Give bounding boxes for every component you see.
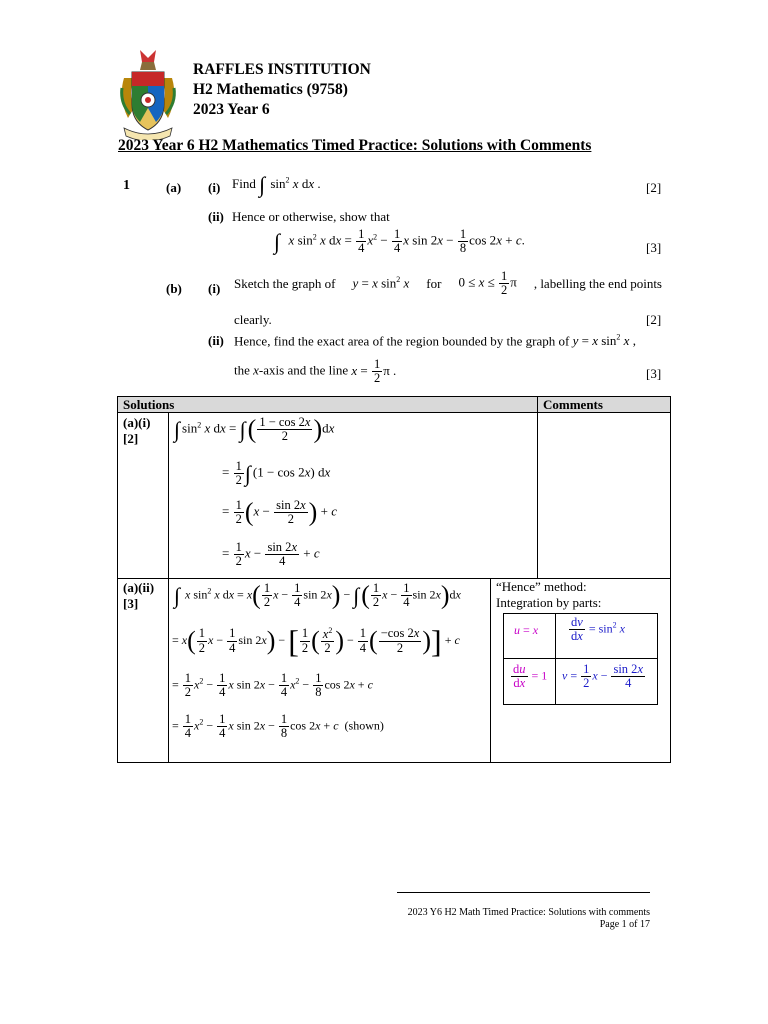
solution-a-ii-step4: = $\frac{1}{4}$ $x^2$ − $\frac{1}{4}$ x sin 2x − $\frac{1}{8}$ cos 2x + c (shown) [172,712,384,741]
part-a-i-integral: ∫ $\sin^2 x$ dx . [259,172,321,197]
part-a-i-text: Find [232,175,256,191]
part-a-ii-label: (ii) [208,209,224,224]
ibp-du: $\frac{du}{dx}$ = 1 [513,662,548,691]
ibp-dv: $\frac{dv}{dx}$ = $\sin^2 x$ [571,615,625,644]
marks-b-ii: [3] [646,366,662,381]
comment-integration-by-parts: Integration by parts: [496,595,602,610]
solution-a-i-step2: = $\frac{1}{2}$ ∫ (1 − cos 2x) dx [222,459,331,488]
part-b-i-label: (i) [208,281,221,296]
ibp-v: v = $\frac{1}{2}$ x − $\frac{\sin 2x}{4}$ [562,662,643,691]
solutions-table [117,396,671,763]
solution-a-i-step3: = $\frac{1}{2}$ (x − $\frac{\sin 2x}{2}$ ) + c [222,497,337,527]
part-b-label: (b) [166,281,182,296]
comment-hence-method: “Hence” method: [496,579,587,594]
part-b-ii-line2: the x-axis and the line x = $\frac{1}{2}$ π . [234,357,397,386]
footer-rule [397,892,650,893]
part-b-i-question: Sketch the graph of y = x $\sin^2 x$ for 0 ≤ x ≤ $\frac{1}{2}$ π , labelling the end points [234,269,662,298]
table-col-solutions: Solutions [123,397,175,412]
part-a-ii-text: Hence or otherwise, show that [232,209,390,224]
year-label: 2023 Year 6 [193,101,270,118]
part-b-ii-label: (ii) [208,333,224,348]
subject-code: H2 Mathematics (9758) [193,81,348,98]
part-b-i-clearly: clearly. [234,312,272,327]
part-a-i-label: (i) [208,180,221,195]
part-a-label: (a) [166,180,182,195]
ibp-table [503,613,658,705]
marks-b-i: [2] [646,312,662,327]
row1-label: (a)(i) [123,415,151,430]
solution-a-i-step1: ∫ $\sin^2 x$ dx = ∫( $\frac{1 - \cos 2x}{2}$ )dx [174,414,335,444]
part-b-ii-line1: Hence, find the exact area of the region bounded by the graph of y = x $\sin^2 x$ , [234,333,636,349]
school-crest-icon [118,48,178,140]
solution-a-ii-step1: ∫ x $\sin^2 x$ dx = x( $\frac{1}{2}$ x − $\frac{1}{4}$ sin 2x) − ∫( $\frac{1}{2}$ x − $\frac{1}{4}$ sin 2x)dx [174,580,461,610]
part-a-i-question [232,174,321,196]
solution-a-ii-step3: = $\frac{1}{2}$ $x^2$ − $\frac{1}{4}$ x sin 2x − $\frac{1}{4}$ $x^2$ − $\frac{1}{8}$ cos 2x + c [172,671,373,700]
question-number: 1 [123,178,130,193]
solution-a-ii-step2: = x( $\frac{1}{2}$ x − $\frac{1}{4}$ sin 2x) − [ $\frac{1}{2}$ ( $\frac{x^2}{2}$ ) − $\frac{1}{4}$ ( $\frac{-\cos 2x}{2}$ )] + c [172,623,460,659]
shown-label: (shown) [344,718,384,733]
footer-page-number: Page 1 of 17 [599,919,650,930]
part-a-ii-equation: ∫ x $\sin^2 x$ dx = $\frac{1}{4}$ $x^2$ − $\frac{1}{4}$ x sin 2x − $\frac{1}{8}$ cos 2x + c. [274,227,525,256]
row1-marks: [2] [123,431,139,446]
page-title: 2023 Year 6 H2 Mathematics Timed Practice: Solutions with Comments [118,137,592,154]
solution-a-i-step4: = $\frac{1}{2}$ x − $\frac{\sin 2x}{4}$ + c [222,540,320,569]
marks-a-i: [2] [646,180,662,195]
row2-label: (a)(ii) [123,580,155,595]
footer-doc-title: 2023 Y6 H2 Math Timed Practice: Solutions with comments [407,907,650,918]
row2-marks: [3] [123,596,139,611]
marks-a-ii: [3] [646,240,662,255]
ibp-u: u = x [514,623,539,637]
school-name: RAFFLES INSTITUTION [193,61,371,78]
table-col-comments: Comments [543,397,603,412]
